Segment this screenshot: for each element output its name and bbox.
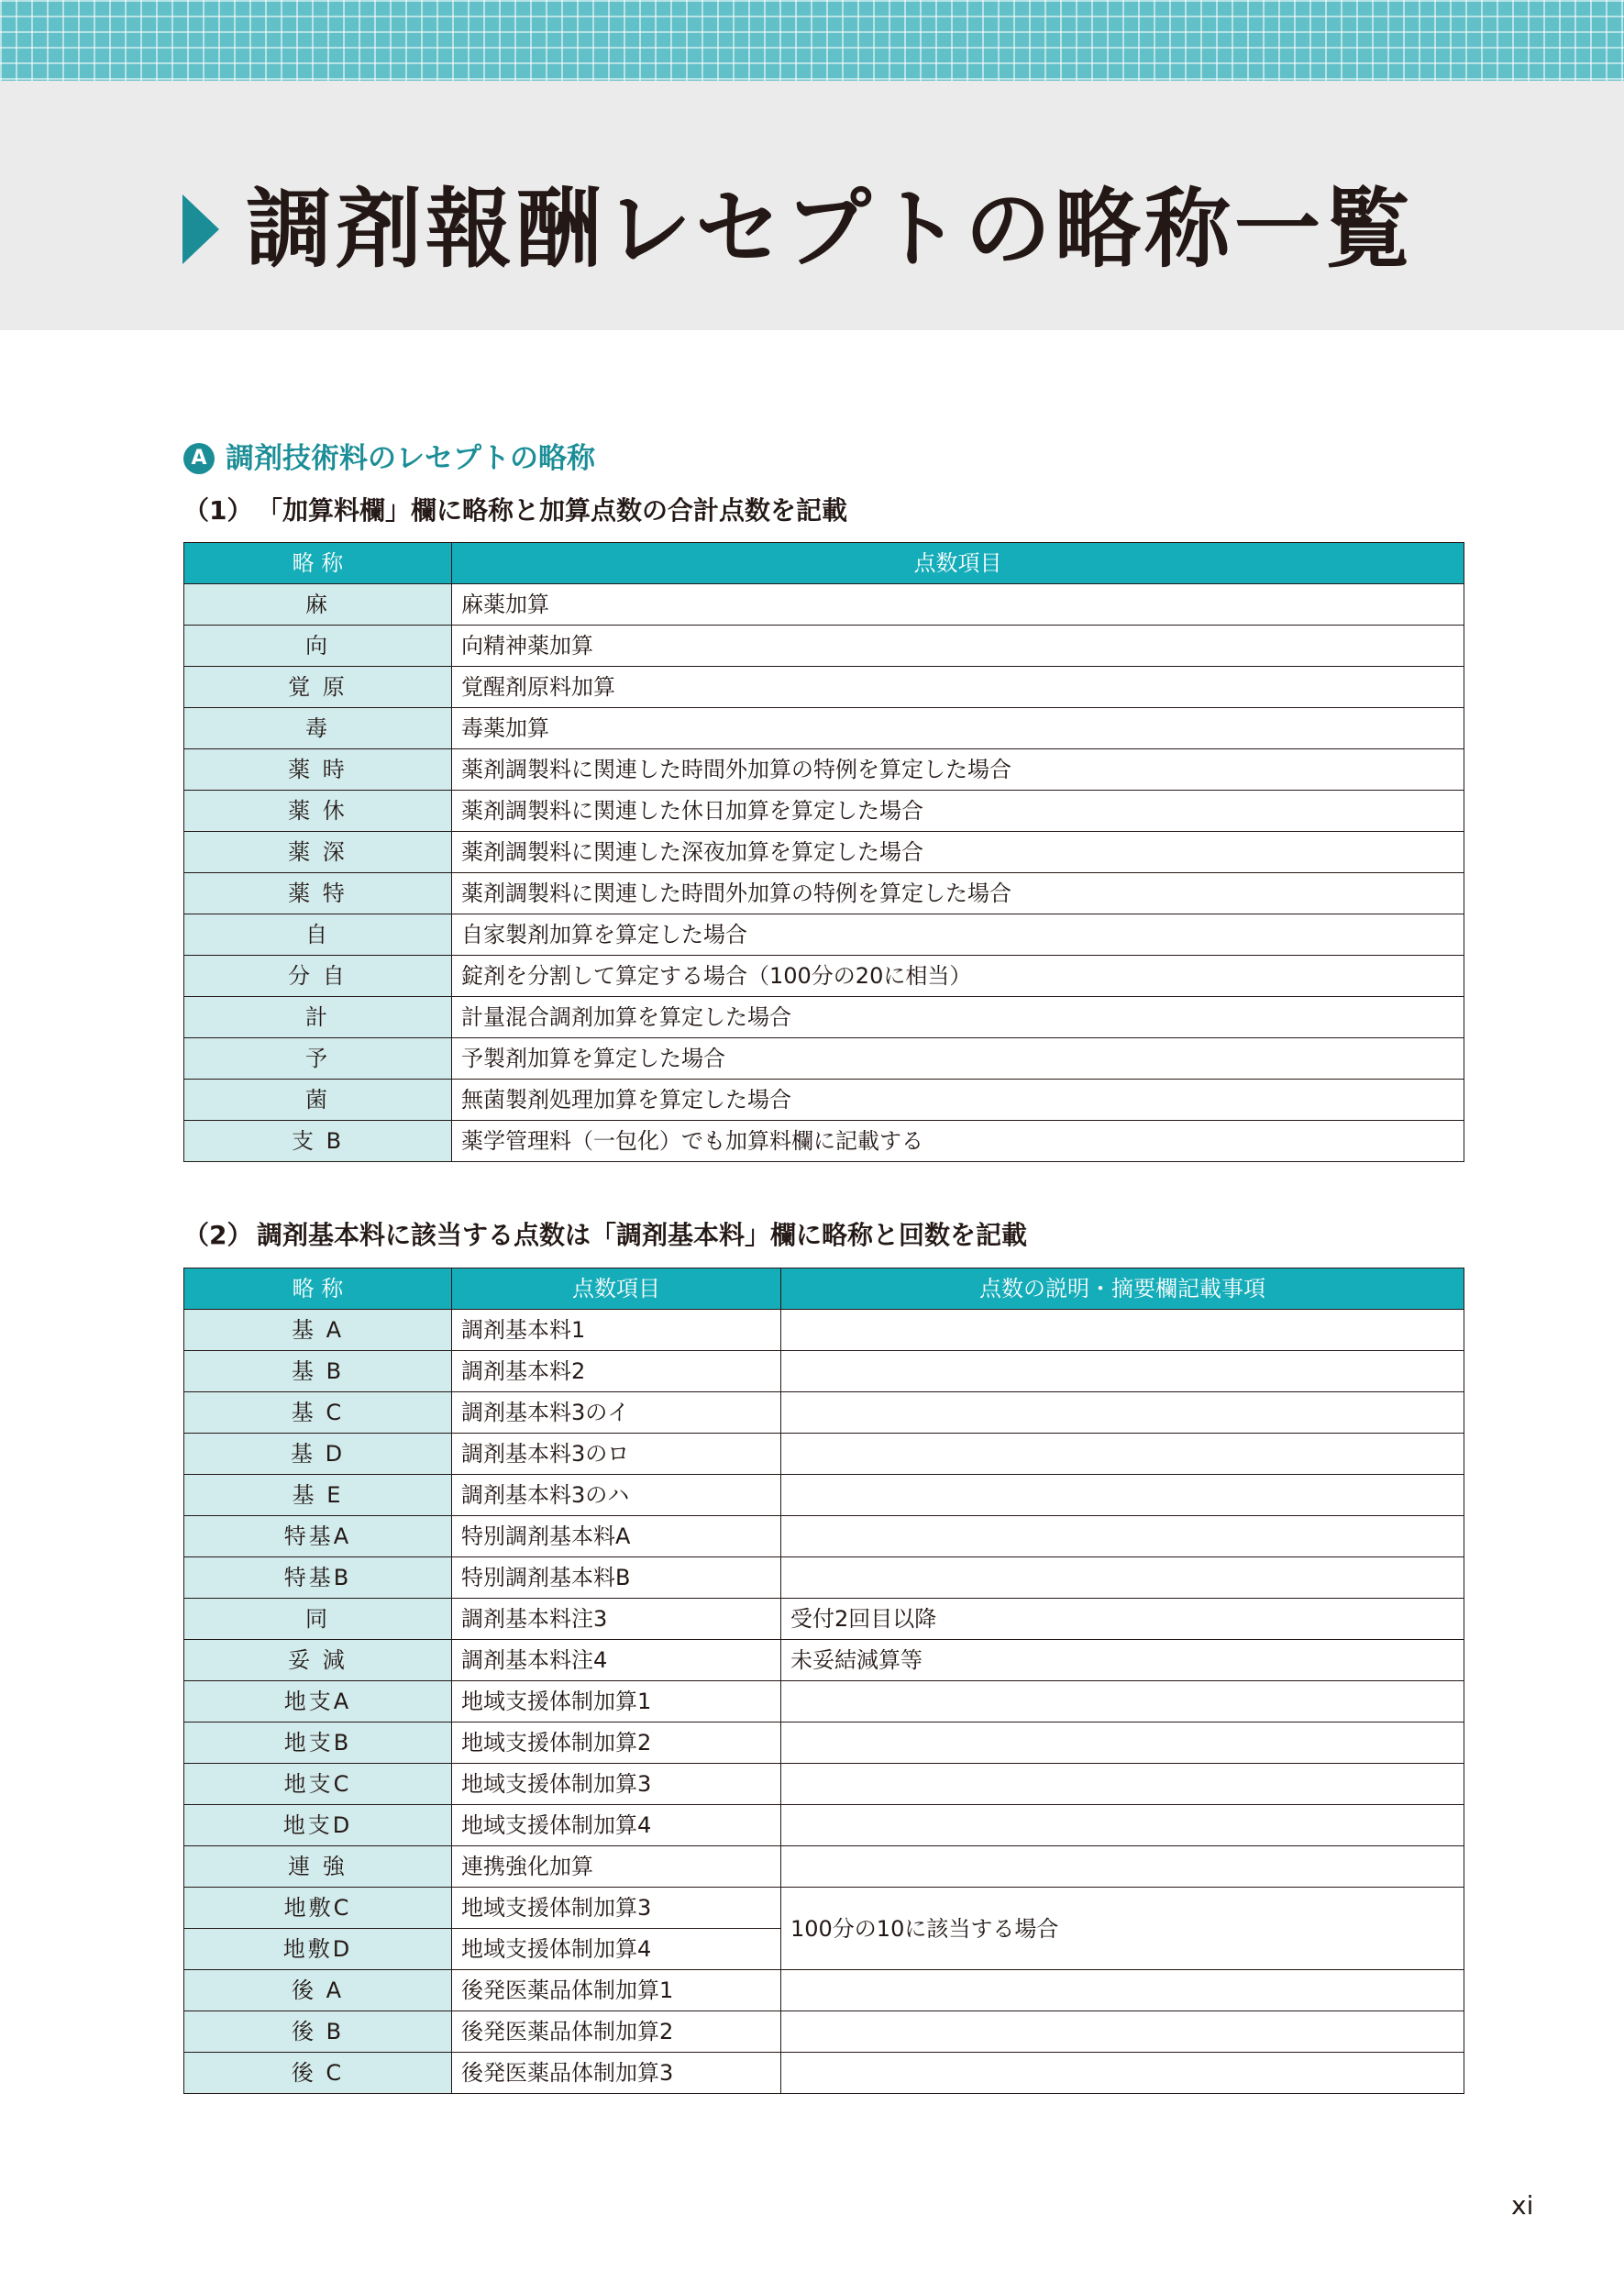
abbreviation-cell: 薬 深 [184,832,452,873]
point-item-cell: 薬剤調製料に関連した深夜加算を算定した場合 [452,832,1464,873]
table-header-row [184,543,1464,584]
table2-number: （2） [183,1220,253,1250]
abbreviation-cell: 後 B [184,2011,452,2053]
table2-heading [183,1217,1027,1254]
table-row [184,2011,1464,2053]
abbreviation-cell: 後 C [184,2053,452,2094]
point-item-cell: 後発医薬品体制加算1 [452,1970,781,2011]
point-item-cell: 特別調剤基本料B [452,1557,781,1599]
table-row [184,873,1464,914]
table-row [184,1557,1464,1599]
abbreviation-cell: 特基A [184,1516,452,1557]
note-cell [781,1723,1464,1764]
table-row [184,1434,1464,1475]
section-a-badge: A [183,443,215,474]
header-grid-band [0,0,1624,81]
abbreviation-cell: 薬 時 [184,749,452,791]
page-title: 調剤報酬レセプトの略称一覧 [246,180,1415,280]
point-item-cell: 無菌製剤処理加算を算定した場合 [452,1080,1464,1121]
abbreviation-cell: 基 B [184,1351,452,1392]
note-cell [781,1846,1464,1888]
point-item-cell: 調剤基本料3のハ [452,1475,781,1516]
point-item-cell: 特別調剤基本料A [452,1516,781,1557]
table1-heading-text: 「加算料欄」欄に略称と加算点数の合計点数を記載 [257,495,848,526]
note-cell [781,1557,1464,1599]
abbreviation-cell: 地敷D [184,1929,452,1970]
abbreviation-cell: 基 E [184,1475,452,1516]
point-item-cell: 向精神薬加算 [452,626,1464,667]
table-row [184,1764,1464,1805]
table-row [184,1392,1464,1434]
table-row [184,997,1464,1038]
note-cell [781,1764,1464,1805]
table-row [184,791,1464,832]
table1-number: （1） [183,495,253,526]
point-item-cell: 地域支援体制加算3 [452,1888,781,1929]
table-row [184,1475,1464,1516]
note-cell: 未妥結減算等 [781,1640,1464,1681]
table-row [184,956,1464,997]
note-cell: 100分の10に該当する場合 [781,1888,1464,1970]
abbreviation-cell: 地支C [184,1764,452,1805]
point-item-cell: 後発医薬品体制加算3 [452,2053,781,2094]
note-cell [781,1434,1464,1475]
point-item-cell: 地域支援体制加算2 [452,1723,781,1764]
table-row [184,1723,1464,1764]
note-cell [781,1475,1464,1516]
table-row [184,1038,1464,1080]
point-item-cell: 毒薬加算 [452,708,1464,749]
abbreviation-cell: 地支B [184,1723,452,1764]
abbreviation-cell: 向 [184,626,452,667]
column-header-abbr: 略 称 [184,1268,452,1310]
table1 [183,542,1464,1162]
point-item-cell: 調剤基本料3のロ [452,1434,781,1475]
column-header-note: 点数の説明・摘要欄記載事項 [781,1268,1464,1310]
point-item-cell: 調剤基本料3のイ [452,1392,781,1434]
column-header-item: 点数項目 [452,543,1464,584]
table-row [184,749,1464,791]
abbreviation-cell: 薬 特 [184,873,452,914]
note-cell [781,2011,1464,2053]
table-row [184,1888,1464,1929]
point-item-cell: 調剤基本料2 [452,1351,781,1392]
abbreviation-cell: 地敷C [184,1888,452,1929]
abbreviation-cell: 基 C [184,1392,452,1434]
abbreviation-cell: 麻 [184,584,452,626]
note-cell [781,1970,1464,2011]
abbreviation-cell: 特基B [184,1557,452,1599]
abbreviation-cell: 覚 原 [184,667,452,708]
note-cell [781,1310,1464,1351]
table-row [184,626,1464,667]
abbreviation-cell: 支 B [184,1121,452,1162]
point-item-cell: 自家製剤加算を算定した場合 [452,914,1464,956]
table-row [184,1805,1464,1846]
abbreviation-cell: 妥 減 [184,1640,452,1681]
table-row [184,1516,1464,1557]
abbreviation-cell: 連 強 [184,1846,452,1888]
section-a-title: 調剤技術料のレセプトの略称 [226,442,595,475]
point-item-cell: 調剤基本料注4 [452,1640,781,1681]
point-item-cell: 地域支援体制加算4 [452,1805,781,1846]
point-item-cell: 薬剤調製料に関連した休日加算を算定した場合 [452,791,1464,832]
abbreviation-cell: 計 [184,997,452,1038]
point-item-cell: 連携強化加算 [452,1846,781,1888]
point-item-cell: 調剤基本料1 [452,1310,781,1351]
point-item-cell: 薬剤調製料に関連した時間外加算の特例を算定した場合 [452,749,1464,791]
abbreviation-cell: 基 A [184,1310,452,1351]
abbreviation-cell: 自 [184,914,452,956]
table-row [184,914,1464,956]
abbreviation-cell: 後 A [184,1970,452,2011]
note-cell [781,1805,1464,1846]
table-row [184,2053,1464,2094]
table2 [183,1268,1464,2094]
note-cell [781,2053,1464,2094]
abbreviation-cell: 基 D [184,1434,452,1475]
table-row [184,1846,1464,1888]
point-item-cell: 錠剤を分割して算定する場合（100分の20に相当） [452,956,1464,997]
abbreviation-cell: 予 [184,1038,452,1080]
table1-heading [183,493,847,529]
point-item-cell: 予製剤加算を算定した場合 [452,1038,1464,1080]
point-item-cell: 地域支援体制加算3 [452,1764,781,1805]
column-header-item: 点数項目 [452,1268,781,1310]
abbreviation-cell: 毒 [184,708,452,749]
point-item-cell: 調剤基本料注3 [452,1599,781,1640]
table-row [184,1970,1464,2011]
note-cell: 受付2回目以降 [781,1599,1464,1640]
table-row [184,1640,1464,1681]
table2-heading-text: 調剤基本料に該当する点数は「調剤基本料」欄に略称と回数を記載 [257,1220,1028,1250]
point-item-cell: 覚醒剤原料加算 [452,667,1464,708]
point-item-cell: 計量混合調剤加算を算定した場合 [452,997,1464,1038]
abbreviation-cell: 菌 [184,1080,452,1121]
column-header-abbr: 略 称 [184,543,452,584]
section-a-heading [183,438,595,479]
note-cell [781,1392,1464,1434]
note-cell [781,1351,1464,1392]
point-item-cell: 後発医薬品体制加算2 [452,2011,781,2053]
title-arrow-icon [182,194,219,264]
table-row [184,1121,1464,1162]
table-row [184,1351,1464,1392]
note-cell [781,1681,1464,1723]
abbreviation-cell: 分 自 [184,956,452,997]
table-row [184,584,1464,626]
note-cell [781,1516,1464,1557]
point-item-cell: 薬学管理料（一包化）でも加算料欄に記載する [452,1121,1464,1162]
table-row [184,1310,1464,1351]
table-row [184,1080,1464,1121]
point-item-cell: 麻薬加算 [452,584,1464,626]
point-item-cell: 薬剤調製料に関連した時間外加算の特例を算定した場合 [452,873,1464,914]
abbreviation-cell: 地支D [184,1805,452,1846]
page-number: xi [1511,2190,1534,2221]
point-item-cell: 地域支援体制加算1 [452,1681,781,1723]
abbreviation-cell: 地支A [184,1681,452,1723]
table-row [184,667,1464,708]
table-row [184,832,1464,873]
point-item-cell: 地域支援体制加算4 [452,1929,781,1970]
abbreviation-cell: 薬 休 [184,791,452,832]
table-header-row [184,1268,1464,1310]
table-row [184,708,1464,749]
abbreviation-cell: 同 [184,1599,452,1640]
table-row [184,1599,1464,1640]
table-row [184,1681,1464,1723]
